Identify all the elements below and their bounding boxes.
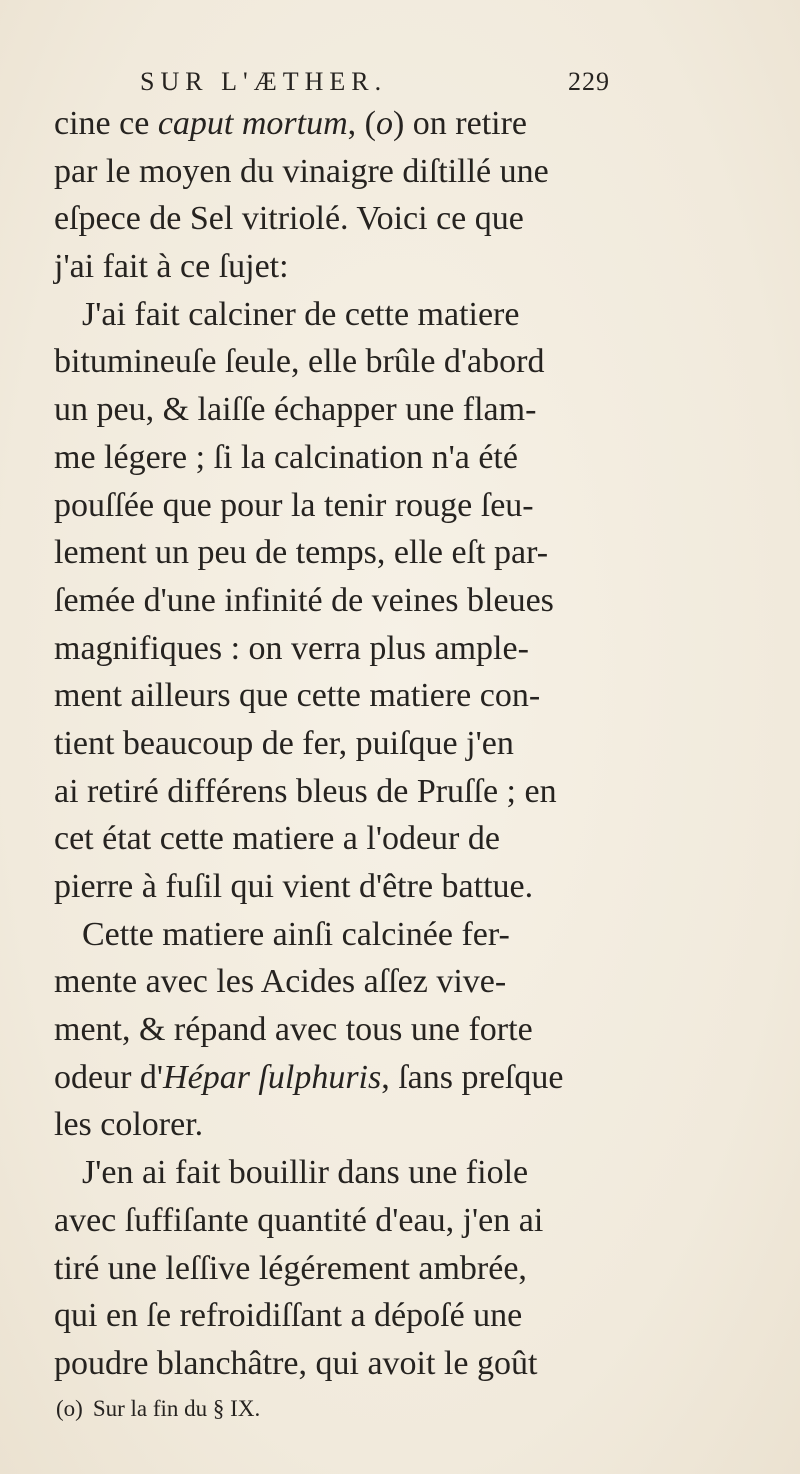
text-line-6: bitumineuſe ſeule, elle brûle d'abord xyxy=(54,343,545,381)
italic-hepar: Hépar ſulphuris xyxy=(163,1058,382,1096)
text-line-25: tiré une leſſive légérement ambrée, xyxy=(54,1249,527,1287)
text-line-10: lement un peu de temps, elle eſt par- xyxy=(54,534,549,572)
text-line-22: les colorer. xyxy=(54,1106,204,1144)
footnote xyxy=(56,1396,260,1422)
text-line-27: poudre blanchâtre, qui avoit le goût xyxy=(54,1344,538,1382)
text-line-26: qui en ſe refroidiſſant a dépoſé une xyxy=(54,1297,523,1335)
body-text xyxy=(54,100,654,1388)
running-title: SUR L'ÆTHER. xyxy=(140,67,388,96)
page-number: 229 xyxy=(568,67,610,96)
text-line-2: par le moyen du vinaigre diſtillé une xyxy=(54,152,549,190)
text-line-23: J'en ai fait bouillir dans une fiole xyxy=(82,1154,529,1192)
text-line-14: tient beaucoup de fer, puiſque j'en xyxy=(54,724,514,762)
text-line-9: pouſſée que pour la tenir rouge ſeu- xyxy=(54,486,534,524)
footnote-text: Sur la fin du § IX. xyxy=(92,1396,261,1421)
text-line-18: Cette matiere ainſi calcinée fer- xyxy=(82,915,510,953)
footnote-marker: (o) xyxy=(56,1396,83,1421)
text-line-17: pierre à fuſil qui vient d'être battue. xyxy=(54,868,534,905)
text-line-24: avec ſuffiſante quantité d'eau, j'en ai xyxy=(54,1201,544,1239)
text-line-5: J'ai fait calciner de cette matiere xyxy=(82,295,520,333)
text-line-20: ment, & répand avec tous une forte xyxy=(54,1011,533,1049)
text-line-8: me légere ; ſi la calcination n'a été xyxy=(54,438,518,476)
italic-caput-mortum: caput mortum xyxy=(157,105,348,142)
text-line-19: mente avec les Acides aſſez vive- xyxy=(54,963,507,1001)
text-line-4: j'ai fait à ce ſujet: xyxy=(54,248,289,286)
text-line-7: un peu, & laiſſe échapper une flam- xyxy=(54,391,537,429)
running-header xyxy=(140,62,610,102)
text-line-16: cet état cette matiere a l'odeur de xyxy=(54,820,500,858)
text-line-13: ment ailleurs que cette matiere con- xyxy=(54,677,541,715)
text-line-15: ai retiré différens bleus de Pruſſe ; en xyxy=(54,772,557,810)
text-line-3: eſpece de Sel vitriolé. Voici ce que xyxy=(54,200,524,238)
text-line-12: magnifiques : on verra plus ample- xyxy=(54,629,529,667)
text-line-1: cine ce caput mortum, (o) on retire xyxy=(54,105,528,142)
text-line-21: odeur d'Hépar ſulphuris, ſans preſque xyxy=(54,1058,564,1096)
text-line-11: ſemée d'une infinité de veines bleues xyxy=(54,581,554,619)
